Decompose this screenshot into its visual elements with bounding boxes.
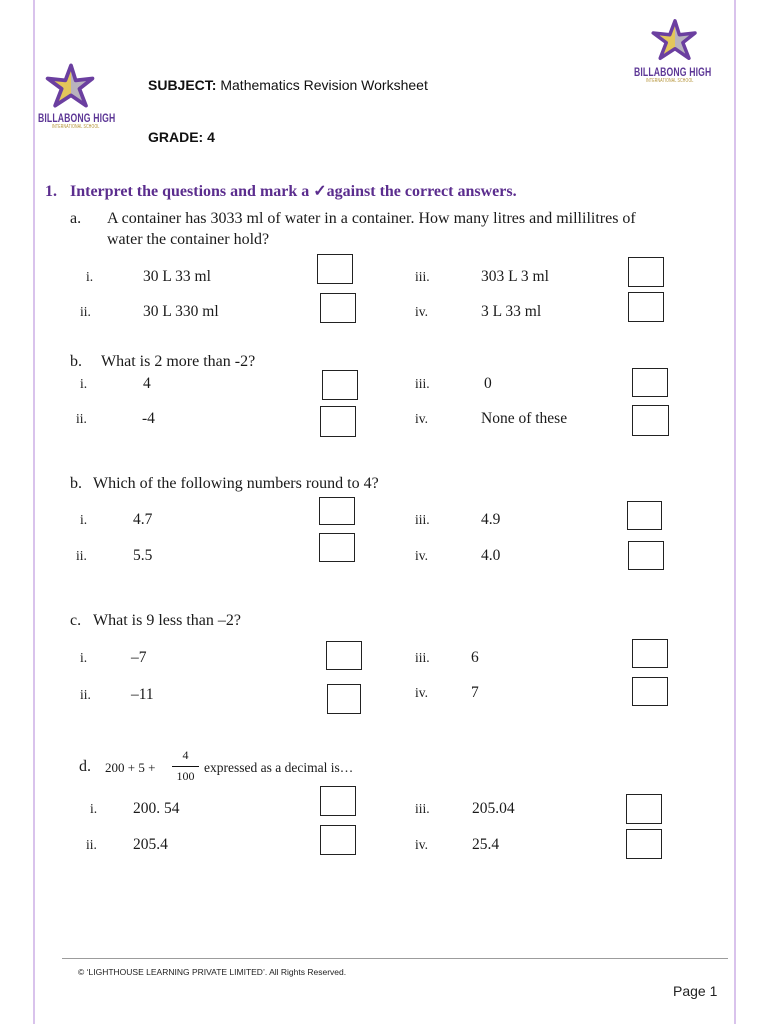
question-letter: d. <box>79 758 91 775</box>
option-numeral: iii. <box>415 512 430 527</box>
option-text: 0 <box>484 375 492 392</box>
option-numeral: iv. <box>415 304 428 319</box>
section-instruction: Interpret the questions and mark a ✓against the correct answers. <box>70 183 517 200</box>
answer-checkbox[interactable] <box>632 639 668 668</box>
answer-checkbox[interactable] <box>320 786 356 816</box>
option-numeral: i. <box>90 801 98 816</box>
option-numeral: iv. <box>415 837 428 852</box>
option-numeral: iii. <box>415 801 430 816</box>
option-numeral: ii. <box>76 411 87 426</box>
school-logo-left <box>42 62 100 115</box>
option-text: 205.04 <box>472 800 515 817</box>
option-text: 303 L 3 ml <box>481 268 549 285</box>
option-numeral: iv. <box>415 411 428 426</box>
answer-checkbox[interactable] <box>320 293 356 323</box>
fraction-bar <box>172 766 199 767</box>
logo-name-right: BILLABONG HIGH <box>634 65 712 79</box>
option-numeral: i. <box>80 376 88 391</box>
option-numeral: iv. <box>415 548 428 563</box>
logo-subname-right: INTERNATIONAL SCHOOL <box>646 78 694 84</box>
question-text: What is 2 more than -2? <box>101 353 256 370</box>
answer-checkbox[interactable] <box>320 406 356 437</box>
option-text: –11 <box>131 686 154 703</box>
page-number: Page 1 <box>673 983 718 999</box>
question-text: Which of the following numbers round to 4? <box>93 475 379 492</box>
answer-checkbox[interactable] <box>627 501 662 530</box>
grade-line <box>148 128 215 146</box>
option-numeral: iii. <box>415 269 430 284</box>
answer-checkbox[interactable] <box>628 541 664 570</box>
question-letter: b. <box>70 353 82 370</box>
option-text: 200. 54 <box>133 800 180 817</box>
question-text: expressed as a decimal is… <box>204 760 354 775</box>
star-logo-icon <box>42 62 100 110</box>
answer-checkbox[interactable] <box>632 368 668 397</box>
answer-checkbox[interactable] <box>632 677 668 706</box>
option-text: 6 <box>471 649 479 666</box>
option-numeral: i. <box>86 269 94 284</box>
grade-label: GRADE: <box>148 129 204 145</box>
option-text: 5.5 <box>133 547 153 564</box>
answer-checkbox[interactable] <box>319 533 355 562</box>
question-text: What is 9 less than –2? <box>93 612 241 629</box>
option-numeral: ii. <box>86 837 97 852</box>
option-numeral: i. <box>80 512 88 527</box>
option-numeral: i. <box>80 650 88 665</box>
option-text: 30 L 33 ml <box>143 268 211 285</box>
logo-name-left: BILLABONG HIGH <box>38 111 116 125</box>
question-text: water the container hold? <box>107 231 270 248</box>
option-text: 4.7 <box>133 511 153 528</box>
question-letter: c. <box>70 612 82 629</box>
option-numeral: iii. <box>415 376 430 391</box>
answer-checkbox[interactable] <box>628 257 664 287</box>
question-text: A container has 3033 ml of water in a container. How many litres and millilitres of <box>107 210 636 227</box>
option-text: 205.4 <box>133 836 168 853</box>
answer-checkbox[interactable] <box>322 370 358 400</box>
answer-checkbox[interactable] <box>326 641 362 670</box>
answer-checkbox[interactable] <box>626 794 662 824</box>
question-letter: a. <box>70 210 82 227</box>
math-expression: 200 + 5 + <box>105 760 156 775</box>
answer-checkbox[interactable] <box>628 292 664 322</box>
option-text: -4 <box>142 410 155 427</box>
grade-value: 4 <box>207 129 215 145</box>
answer-checkbox[interactable] <box>327 684 361 714</box>
subject-label: SUBJECT: <box>148 77 217 93</box>
page-border-right <box>734 0 736 1024</box>
school-logo-right <box>648 17 702 68</box>
option-numeral: ii. <box>76 548 87 563</box>
option-text: 4.9 <box>481 511 501 528</box>
option-text: 7 <box>471 684 479 701</box>
fraction-numerator: 4 <box>182 748 189 762</box>
answer-checkbox[interactable] <box>632 405 669 436</box>
section-number: 1. <box>45 183 57 200</box>
answer-checkbox[interactable] <box>319 497 355 525</box>
option-text: –7 <box>131 649 147 666</box>
logo-subname-left: INTERNATIONAL SCHOOL <box>52 124 100 130</box>
option-text: 25.4 <box>472 836 500 853</box>
option-numeral: ii. <box>80 304 91 319</box>
answer-checkbox[interactable] <box>320 825 356 855</box>
option-text: 4.0 <box>481 547 501 564</box>
option-numeral: iii. <box>415 650 430 665</box>
option-text: 3 L 33 ml <box>481 303 542 320</box>
subject-line <box>148 76 428 94</box>
copyright-notice: © ‘LIGHTHOUSE LEARNING PRIVATE LIMITED’. All Rights Reserved. <box>78 967 347 977</box>
answer-checkbox[interactable] <box>317 254 353 284</box>
page-border-left <box>33 0 35 1024</box>
option-text: None of these <box>481 410 568 427</box>
question-letter: b. <box>70 475 82 492</box>
answer-checkbox[interactable] <box>626 829 662 859</box>
option-text: 30 L 330 ml <box>143 303 219 320</box>
option-numeral: iv. <box>415 685 428 700</box>
subject-value: Mathematics Revision Worksheet <box>220 77 428 93</box>
option-text: 4 <box>143 375 151 392</box>
fraction <box>172 748 199 784</box>
star-logo-icon <box>648 17 702 63</box>
option-numeral: ii. <box>80 687 91 702</box>
fraction-denominator: 100 <box>176 769 195 783</box>
footer-divider <box>62 958 728 959</box>
